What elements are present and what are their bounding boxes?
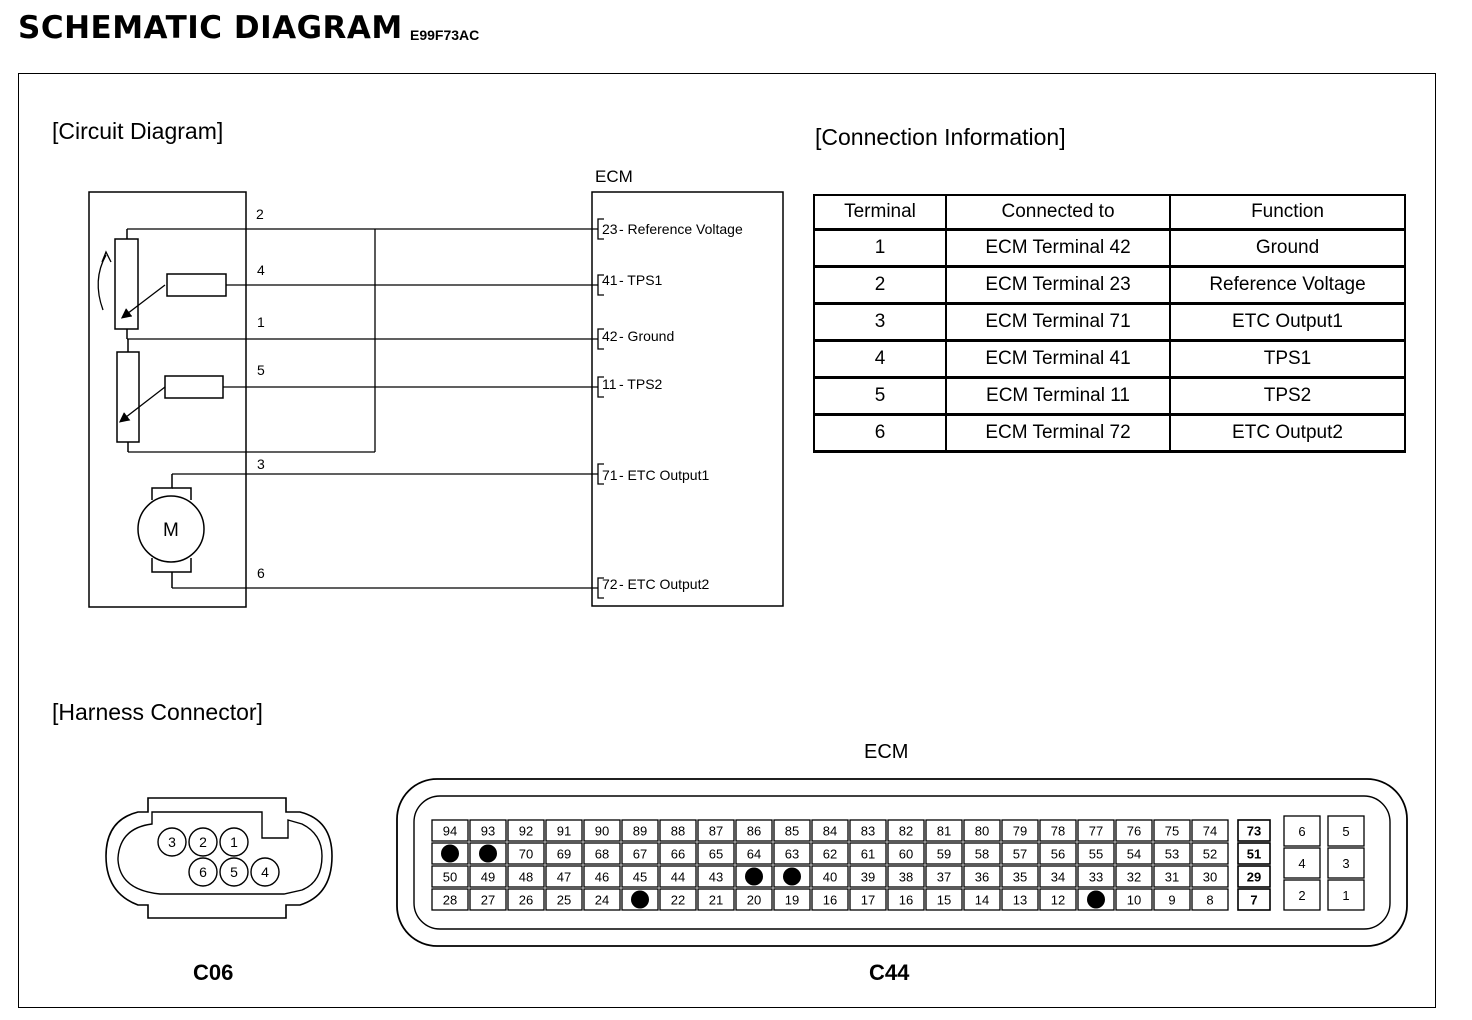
wire-number: 1 [257, 314, 265, 330]
c44-pin-number: 35 [1012, 869, 1028, 885]
table-row [814, 415, 1405, 452]
ecm-pin-name: - TPS2 [619, 376, 663, 392]
c44-label: C44 [869, 960, 910, 985]
c44-pin-number: 28 [442, 892, 458, 908]
function-cell: ETC Output1 [1170, 304, 1405, 341]
table-row [814, 341, 1405, 378]
connected-to-cell: ECM Terminal 23 [946, 267, 1170, 304]
ecm-pin-number: 11 [602, 376, 617, 392]
function-cell: Ground [1170, 230, 1405, 267]
c44-pin-number: 43 [708, 869, 724, 885]
c44-pin-number: 14 [974, 892, 990, 908]
c44-pin-number: 10 [1126, 892, 1142, 908]
c44-pin-number: 83 [860, 823, 876, 839]
c44-pin-number: 54 [1126, 846, 1142, 862]
c44-pin-number: 67 [632, 846, 648, 862]
c06-pin-number: 1 [230, 834, 238, 850]
c44-pin-number: 94 [442, 823, 458, 839]
c06-label: C06 [193, 960, 234, 985]
c44-pin-number: 27 [480, 892, 496, 908]
c44-pin-number: 64 [746, 846, 762, 862]
c44-pin-number: 22 [670, 892, 686, 908]
c44-pin-number: 82 [898, 823, 914, 839]
c44-pin-number: 25 [556, 892, 572, 908]
c06-pin-number: 5 [230, 864, 238, 880]
c44-pin-number: 56 [1050, 846, 1066, 862]
c44-pin-number: 13 [1012, 892, 1028, 908]
c44-pin-number: 17 [860, 892, 876, 908]
table-header-function: Function [1170, 195, 1405, 230]
c44-pin-number: 70 [518, 846, 534, 862]
terminal-cell: 3 [814, 304, 946, 341]
harness-connector-heading: [Harness Connector] [52, 699, 263, 725]
c44-pin-number: 57 [1012, 846, 1028, 862]
wire-number: 5 [257, 362, 265, 378]
c44-pin-number: 58 [974, 846, 990, 862]
ecm-pin-number: 42 [602, 328, 618, 344]
c44-ecm-label: ECM [864, 741, 909, 763]
connection-info-heading: [Connection Information] [815, 124, 1066, 150]
c44-pin-number: 74 [1202, 823, 1218, 839]
c44-pin-number: 20 [746, 892, 762, 908]
c44-pin-number: 50 [442, 869, 458, 885]
c44-pin-number: 93 [480, 823, 496, 839]
c44-pin-number: 63 [784, 846, 800, 862]
c44-pin-number: 80 [974, 823, 990, 839]
ecm-box-label: ECM [595, 167, 633, 186]
terminal-cell: 6 [814, 415, 946, 452]
c06-pin-number: 2 [199, 834, 207, 850]
c44-pin-number: 69 [556, 846, 572, 862]
table-header-terminal: Terminal [814, 195, 946, 230]
c44-pin-number: 45 [632, 869, 648, 885]
table-row [814, 230, 1405, 267]
c44-pin-number: 3 [1342, 856, 1350, 871]
c44-pin-number: 86 [746, 823, 762, 839]
ecm-pin-number: 71 [602, 467, 618, 483]
terminal-cell: 5 [814, 378, 946, 415]
c06-pin-number: 3 [168, 834, 176, 850]
c44-pin-number: 39 [860, 869, 876, 885]
c44-pin-number: 88 [670, 823, 686, 839]
c06-pin-number: 4 [261, 864, 269, 880]
c44-pin-number: 44 [670, 869, 686, 885]
ecm-pin-number: 41 [602, 272, 618, 288]
c44-pin-number: 49 [480, 869, 496, 885]
ecm-pin-number: 72 [602, 576, 618, 592]
connected-to-cell: ECM Terminal 41 [946, 341, 1170, 378]
c44-pin-number: 51 [1246, 846, 1262, 862]
c44-pin-number: 47 [556, 869, 572, 885]
c44-pin-number: 38 [898, 869, 914, 885]
c44-pin-number: 60 [898, 846, 914, 862]
c44-pin-number: 73 [1246, 823, 1262, 839]
c44-pin-number: 65 [708, 846, 724, 862]
c44-pin-number: 84 [822, 823, 838, 839]
c44-pin-number: 79 [1012, 823, 1028, 839]
circuit-diagram-heading: [Circuit Diagram] [52, 118, 224, 144]
c44-pin-number: 16 [822, 892, 838, 908]
connected-to-cell: ECM Terminal 71 [946, 304, 1170, 341]
table-row [814, 304, 1405, 341]
wire-number: 6 [257, 565, 265, 581]
c44-pin-number: 81 [936, 823, 952, 839]
c44-pin-number: 32 [1126, 869, 1142, 885]
terminal-cell: 2 [814, 267, 946, 304]
c44-pin-number: 52 [1202, 846, 1218, 862]
connection-info-table [813, 194, 1406, 453]
c44-pin-number: 31 [1164, 869, 1180, 885]
c44-pin-number: 92 [518, 823, 534, 839]
c44-pin-number: 59 [936, 846, 952, 862]
c44-pin-number: 40 [822, 869, 838, 885]
document-code: E99F73AC [410, 27, 480, 43]
c44-pin-number: 55 [1088, 846, 1104, 862]
c44-pin-number: 76 [1126, 823, 1142, 839]
c44-pin-number: 62 [822, 846, 838, 862]
c44-pin-number: 87 [708, 823, 724, 839]
c44-pin-number: 9 [1168, 892, 1176, 908]
wire-number: 2 [256, 206, 264, 222]
ecm-pin-name: - TPS1 [619, 272, 663, 288]
c44-pin-number: 21 [708, 892, 724, 908]
c44-pin-number: 5 [1342, 824, 1350, 839]
c44-pin-number: 8 [1206, 892, 1214, 908]
motor-label: M [163, 520, 179, 541]
c44-pin-number: 68 [594, 846, 610, 862]
c44-pin-number: 91 [556, 823, 572, 839]
function-cell: Reference Voltage [1170, 267, 1405, 304]
terminal-cell: 1 [814, 230, 946, 267]
terminal-cell: 4 [814, 341, 946, 378]
c44-pin-number: 2 [1298, 888, 1306, 903]
connected-to-cell: ECM Terminal 72 [946, 415, 1170, 452]
c44-pin-number: 48 [518, 869, 534, 885]
c44-pin-number: 90 [594, 823, 610, 839]
table-header-connected-to: Connected to [946, 195, 1170, 230]
ecm-pin-name: - Ground [619, 328, 675, 344]
ecm-pin-number: 23 [602, 221, 618, 237]
c44-pin-number: 66 [670, 846, 686, 862]
c44-pin-number: 37 [936, 869, 952, 885]
connected-to-cell: ECM Terminal 11 [946, 378, 1170, 415]
ecm-pin-name: - ETC Output2 [619, 576, 710, 592]
c44-pin-number: 1 [1342, 888, 1350, 903]
c44-pin-number: 19 [784, 892, 800, 908]
c44-pin-number: 30 [1202, 869, 1218, 885]
function-cell: ETC Output2 [1170, 415, 1405, 452]
c44-pin-number: 78 [1050, 823, 1066, 839]
c44-pin-number: 26 [518, 892, 534, 908]
wire-number: 3 [257, 456, 265, 472]
ecm-pin-name: - ETC Output1 [619, 467, 710, 483]
function-cell: TPS1 [1170, 341, 1405, 378]
connected-to-cell: ECM Terminal 42 [946, 230, 1170, 267]
page-title: SCHEMATIC DIAGRAM [18, 10, 403, 46]
c44-pin-number: 36 [974, 869, 990, 885]
c44-pin-number: 24 [594, 892, 610, 908]
c44-pin-number: 53 [1164, 846, 1180, 862]
table-row [814, 378, 1405, 415]
c44-pin-number: 77 [1088, 823, 1104, 839]
c44-pin-number: 89 [632, 823, 648, 839]
table-header-row [814, 195, 1405, 230]
ecm-pin-name: - Reference Voltage [619, 221, 743, 237]
c44-pin-number: 16 [898, 892, 914, 908]
c44-pin-number: 75 [1164, 823, 1180, 839]
c44-pin-number: 46 [594, 869, 610, 885]
c06-pin-number: 6 [199, 864, 207, 880]
c44-pin-number: 6 [1298, 824, 1306, 839]
c44-pin-number: 34 [1050, 869, 1066, 885]
c44-pin-number: 85 [784, 823, 800, 839]
function-cell: TPS2 [1170, 378, 1405, 415]
c44-pin-number: 15 [936, 892, 952, 908]
c44-pin-number: 33 [1088, 869, 1104, 885]
c44-pin-number: 4 [1298, 856, 1306, 871]
table-row [814, 267, 1405, 304]
c44-pin-number: 7 [1250, 892, 1258, 908]
c44-pin-number: 61 [860, 846, 876, 862]
wire-number: 4 [257, 262, 265, 278]
c44-pin-number: 29 [1246, 869, 1262, 885]
c44-pin-number: 12 [1050, 892, 1066, 908]
